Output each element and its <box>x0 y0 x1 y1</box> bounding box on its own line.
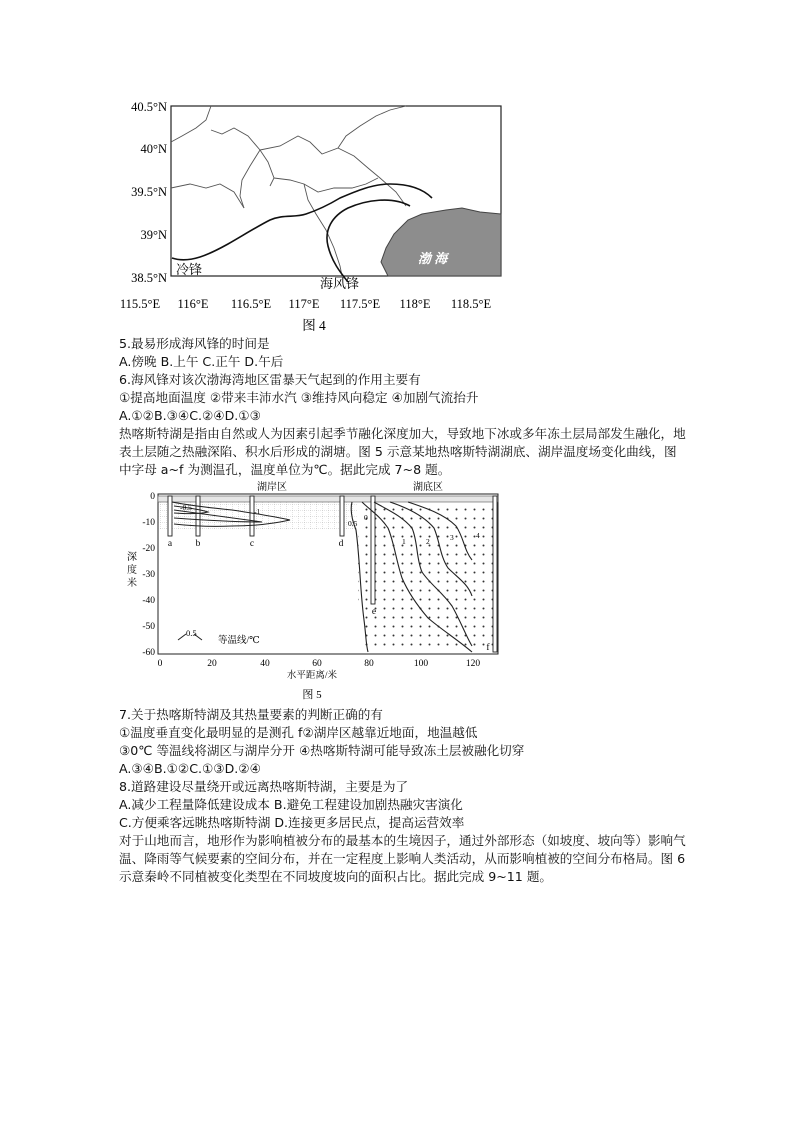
lon-label: 115.5°E <box>119 297 161 311</box>
figure-5-temperature-field <box>112 480 512 702</box>
lon-label: 116.5°E <box>230 297 272 311</box>
y-tick: -10 <box>142 518 155 528</box>
x-axis-ticks <box>158 659 481 669</box>
lon-label: 118.5°E <box>450 297 492 311</box>
lon-label: 117°E <box>288 297 320 311</box>
y-tick: -50 <box>142 622 155 632</box>
x-tick: 120 <box>465 659 481 669</box>
zone-shore-label: 湖岸区 <box>257 482 287 493</box>
sea-breeze-front-label: 海风锋 <box>320 276 360 291</box>
y-tick: -30 <box>142 570 155 580</box>
q6-options: A.①②B.③④C.②④D.①③ <box>119 408 261 423</box>
figure-4-map <box>110 96 520 336</box>
q5-stem: 5.最易形成海风锋的时间是 <box>119 336 270 351</box>
iso-label-neg05: -0.5 <box>180 503 192 512</box>
fig5-legend <box>178 628 260 646</box>
legend-label: 等温线/℃ <box>218 636 260 646</box>
bohai-label: 渤 海 <box>418 251 448 266</box>
passage-qinling: 对于山地而言，地形作为影响植被分布的最基本的生境因子，通过外部形态（如坡度、坡向等）影响气温、降雨等气候要素的空间分布，并在一定程度上影响人类活动，从而影响植被的空间分布格局。图 6 示意秦岭不同植被变化类型在不同坡度坡向的面积占比。据此完成 9~11 题。 <box>119 833 686 884</box>
questions-5-6-block <box>119 335 689 479</box>
x-tick: 40 <box>260 659 270 669</box>
borehole-label-d: d <box>338 539 344 549</box>
q8-options-cd: C.方便乘客远眺热喀斯特湖 D.连接更多居民点，提高运营效率 <box>119 815 465 830</box>
iso-label-0: 0 <box>364 513 368 522</box>
lon-label: 118°E <box>399 297 431 311</box>
y-axis-label <box>127 551 137 589</box>
q6-items: ①提高地面温度 ②带来丰沛水汽 ③维持风向稳定 ④加剧气流抬升 <box>119 390 479 405</box>
y-label-char: 米 <box>127 578 137 589</box>
borehole-a <box>168 496 172 536</box>
surface-band <box>158 496 498 502</box>
iso-label-neg1: -1 <box>254 507 261 516</box>
cold-front-label: 冷锋 <box>176 262 203 277</box>
iso-label-05: 0.5 <box>348 519 358 528</box>
y-tick: 0 <box>150 492 155 502</box>
lon-label: 116°E <box>177 297 209 311</box>
zone-bottom-label: 湖底区 <box>413 482 443 493</box>
x-axis-label: 水平距离/米 <box>286 671 338 681</box>
q7-stem: 7.关于热喀斯特湖及其热量要素的判断正确的有 <box>119 707 383 722</box>
q6-stem: 6.海风锋对该次渤海湾地区雷暴天气起到的作用主要有 <box>119 372 421 387</box>
q8-stem: 8.道路建设尽量绕开或远离热喀斯特湖，主要是为了 <box>119 779 409 794</box>
lake-bottom-dotted-zone <box>358 502 498 652</box>
lat-label: 39.5°N <box>131 185 167 199</box>
q7-items-1: ①温度垂直变化最明显的是测孔 f②湖岸区越靠近地面，地温越低 <box>119 725 478 740</box>
q8-options-ab: A.减少工程量降低建设成本 B.避免工程建设加剧热融灾害演化 <box>119 797 463 812</box>
q7-options: A.③④B.①②C.①③D.②④ <box>119 761 261 776</box>
lat-label: 38.5°N <box>131 271 167 285</box>
borehole-label-e: e <box>371 607 377 617</box>
x-tick: 60 <box>312 659 322 669</box>
x-tick: 80 <box>364 659 374 669</box>
lat-label: 40.5°N <box>131 100 167 114</box>
y-label-char: 度 <box>127 565 137 576</box>
y-axis-ticks <box>142 492 155 658</box>
y-tick: -20 <box>142 544 155 554</box>
lat-label: 40°N <box>140 142 167 156</box>
figure-4-caption: 图 4 <box>302 318 326 333</box>
borehole-b <box>196 496 200 536</box>
borehole-label-a: a <box>167 539 173 549</box>
iso-label-2: 2 <box>426 537 430 546</box>
province-boundaries <box>171 106 406 276</box>
y-label-char: 深 <box>127 552 137 563</box>
borehole-label-c: c <box>249 539 255 549</box>
figure-5-caption: 图 5 <box>302 689 322 701</box>
x-tick: 20 <box>207 659 217 669</box>
q7-items-2: ③0℃ 等温线将湖区与湖岸分开 ④热喀斯特湖可能导致冻土层被融化切穿 <box>119 743 525 758</box>
latitude-labels <box>131 100 167 285</box>
y-tick: -60 <box>142 648 155 658</box>
x-tick: 0 <box>157 659 163 669</box>
iso-label-1: 1 <box>402 537 406 546</box>
borehole-label-b: b <box>195 539 201 549</box>
borehole-c <box>250 496 254 536</box>
iso-label-3: 3 <box>450 533 454 542</box>
iso-label-4: 4 <box>476 531 480 540</box>
lat-label: 39°N <box>140 228 167 242</box>
legend-value: 0.5 <box>186 628 197 638</box>
borehole-label-f: f <box>486 643 490 653</box>
borehole-f <box>493 496 497 652</box>
y-tick: -40 <box>142 596 155 606</box>
passage-thermokarst: 热喀斯特湖是指由自然或人为因素引起季节融化深度加大，导致地下冰或多年冻土层局部发生融化，地表土层随之热融深陷、积水后形成的湖塘。图 5 示意某地热喀斯特湖湖底、湖岸温度场变化曲线，图中字母 a~f 为测温孔，温度单位为℃。据此完成 7~8 题。 <box>119 426 686 477</box>
borehole-d <box>340 496 344 536</box>
q5-options: A.傍晚 B.上午 C.正午 D.午后 <box>119 354 284 369</box>
longitude-labels <box>120 297 492 311</box>
lon-label: 117.5°E <box>339 297 381 311</box>
questions-7-8-block <box>119 706 689 886</box>
x-tick: 100 <box>413 659 429 669</box>
